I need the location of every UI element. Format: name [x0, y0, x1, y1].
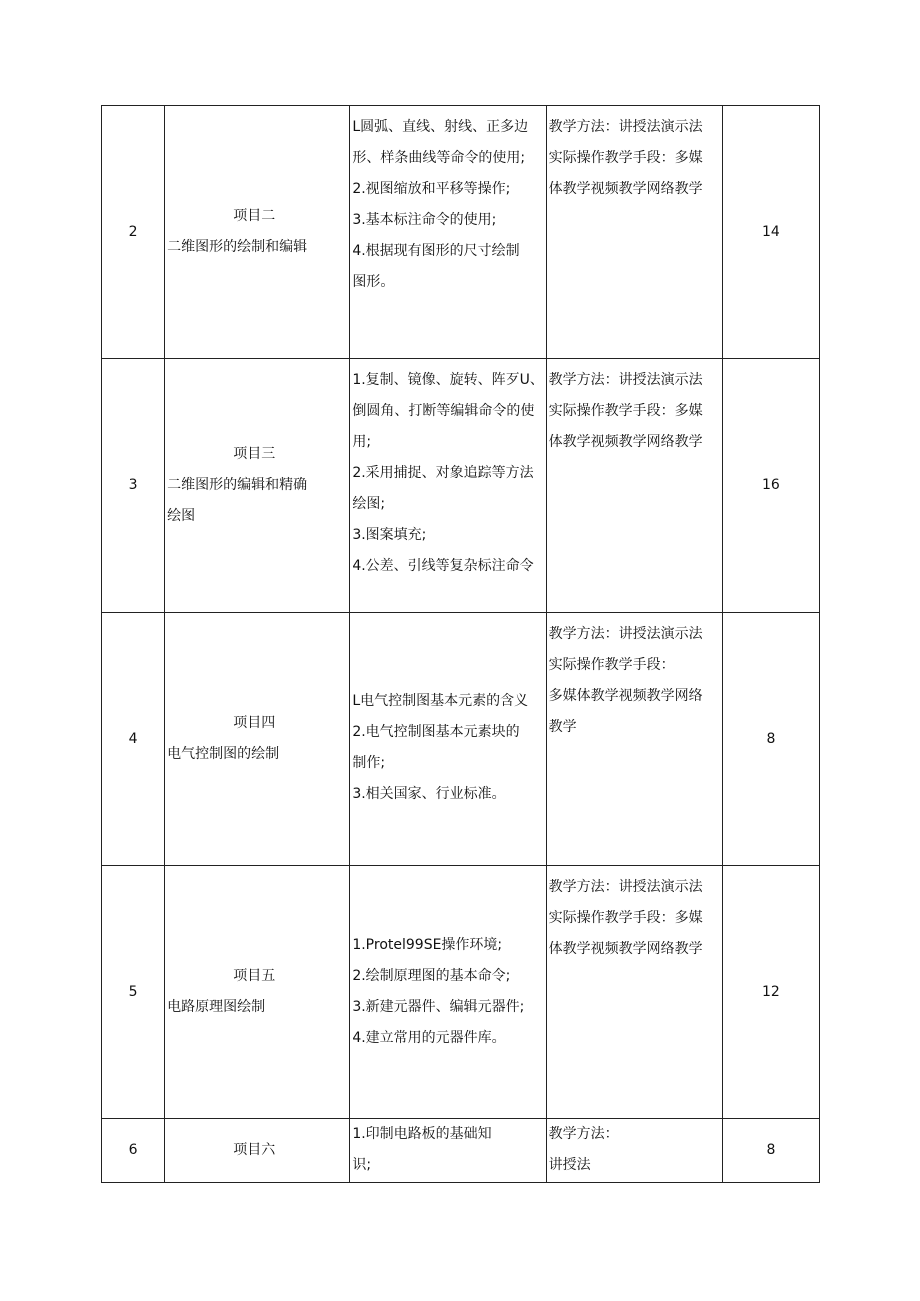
project-label: 项目三	[233, 446, 276, 462]
content-line: 4.建立常用的元器件库。	[352, 1030, 506, 1046]
project-desc: 绘图	[167, 508, 196, 524]
project-cell	[165, 613, 350, 866]
hours-cell: 8	[722, 613, 819, 866]
content-line: 1.复制、镜像、旋转、阵歹U、	[352, 372, 544, 388]
content-line: 制作;	[352, 755, 386, 771]
project-cell	[165, 1119, 350, 1183]
content-line: 绘图;	[352, 496, 386, 512]
method-cell	[546, 866, 722, 1119]
row-number: 2	[102, 106, 165, 359]
table-row	[102, 106, 820, 359]
method-cell	[546, 106, 722, 359]
method-line: 教学方法：讲授法演示法	[548, 119, 703, 135]
project-cell	[165, 106, 350, 359]
content-line: 1.印制电路板的基础知	[352, 1126, 492, 1142]
content-cell	[350, 613, 546, 866]
content-line: 4.公差、引线等复杂标注命令	[352, 558, 534, 574]
project-desc: 电气控制图的绘制	[167, 746, 280, 762]
project-desc: 电路原理图绘制	[167, 999, 266, 1015]
method-line: 教学	[548, 719, 577, 735]
method-cell	[546, 613, 722, 866]
content-cell	[350, 359, 546, 613]
project-desc: 二维图形的编辑和精确	[167, 477, 308, 493]
content-line: 3.基本标注命令的使用;	[352, 212, 497, 228]
method-line: 教学方法：	[548, 1126, 619, 1142]
project-label: 项目二	[233, 208, 276, 224]
course-schedule-table	[101, 105, 820, 1183]
method-line: 教学方法：讲授法演示法	[548, 372, 703, 388]
content-line: 图形。	[352, 274, 395, 290]
content-line: 4.根据现有图形的尺寸绘制	[352, 243, 520, 259]
hours-cell: 8	[722, 1119, 819, 1183]
hours-cell: 14	[722, 106, 819, 359]
project-desc: 二维图形的绘制和编辑	[167, 239, 308, 255]
row-number: 3	[102, 359, 165, 613]
content-line: L圆弧、直线、射线、正多边	[352, 119, 529, 135]
method-cell	[546, 1119, 722, 1183]
table-row	[102, 866, 820, 1119]
project-label: 项目五	[233, 968, 276, 984]
content-line: 2.采用捕捉、对象追踪等方法	[352, 465, 534, 481]
table-row	[102, 1119, 820, 1183]
row-number: 5	[102, 866, 165, 1119]
content-cell	[350, 1119, 546, 1183]
project-cell	[165, 359, 350, 613]
method-line: 实际操作教学手段：多媒	[548, 910, 703, 926]
method-cell	[546, 359, 722, 613]
content-line: 3.图案填充;	[352, 527, 427, 543]
content-line: L电气控制图基本元素的含义	[352, 693, 529, 709]
method-line: 多媒体教学视频教学网络	[548, 688, 703, 704]
content-line: 2.视图缩放和平移等操作;	[352, 181, 511, 197]
method-line: 实际操作教学手段：多媒	[548, 150, 703, 166]
table-row	[102, 359, 820, 613]
method-line: 教学方法：讲授法演示法	[548, 626, 703, 642]
method-line: 教学方法：讲授法演示法	[548, 879, 703, 895]
content-line: 识;	[352, 1157, 372, 1173]
content-line: 用;	[352, 434, 372, 450]
method-line: 实际操作教学手段：多媒	[548, 403, 703, 419]
hours-cell: 12	[722, 866, 819, 1119]
row-number: 4	[102, 613, 165, 866]
content-line: 3.新建元器件、编辑元器件;	[352, 999, 525, 1015]
content-line: 2.电气控制图基本元素块的	[352, 724, 520, 740]
content-line: 1.Protel99SE操作环境;	[352, 937, 503, 953]
method-line: 体教学视频教学网络教学	[548, 434, 703, 450]
content-cell	[350, 106, 546, 359]
row-number: 6	[102, 1119, 165, 1183]
content-line: 倒圆角、打断等编辑命令的使	[352, 403, 535, 419]
hours-cell: 16	[722, 359, 819, 613]
content-line: 2.绘制原理图的基本命令;	[352, 968, 511, 984]
method-line: 讲授法	[548, 1157, 591, 1173]
content-line: 形、样条曲线等命令的使用;	[352, 150, 526, 166]
method-line: 实际操作教学手段：	[548, 657, 675, 673]
table-row	[102, 613, 820, 866]
content-cell	[350, 866, 546, 1119]
content-line: 3.相关国家、行业标准。	[352, 786, 506, 802]
method-line: 体教学视频教学网络教学	[548, 181, 703, 197]
project-label: 项目四	[233, 715, 276, 731]
project-cell	[165, 866, 350, 1119]
method-line: 体教学视频教学网络教学	[548, 941, 703, 957]
project-label: 项目六	[233, 1142, 276, 1158]
